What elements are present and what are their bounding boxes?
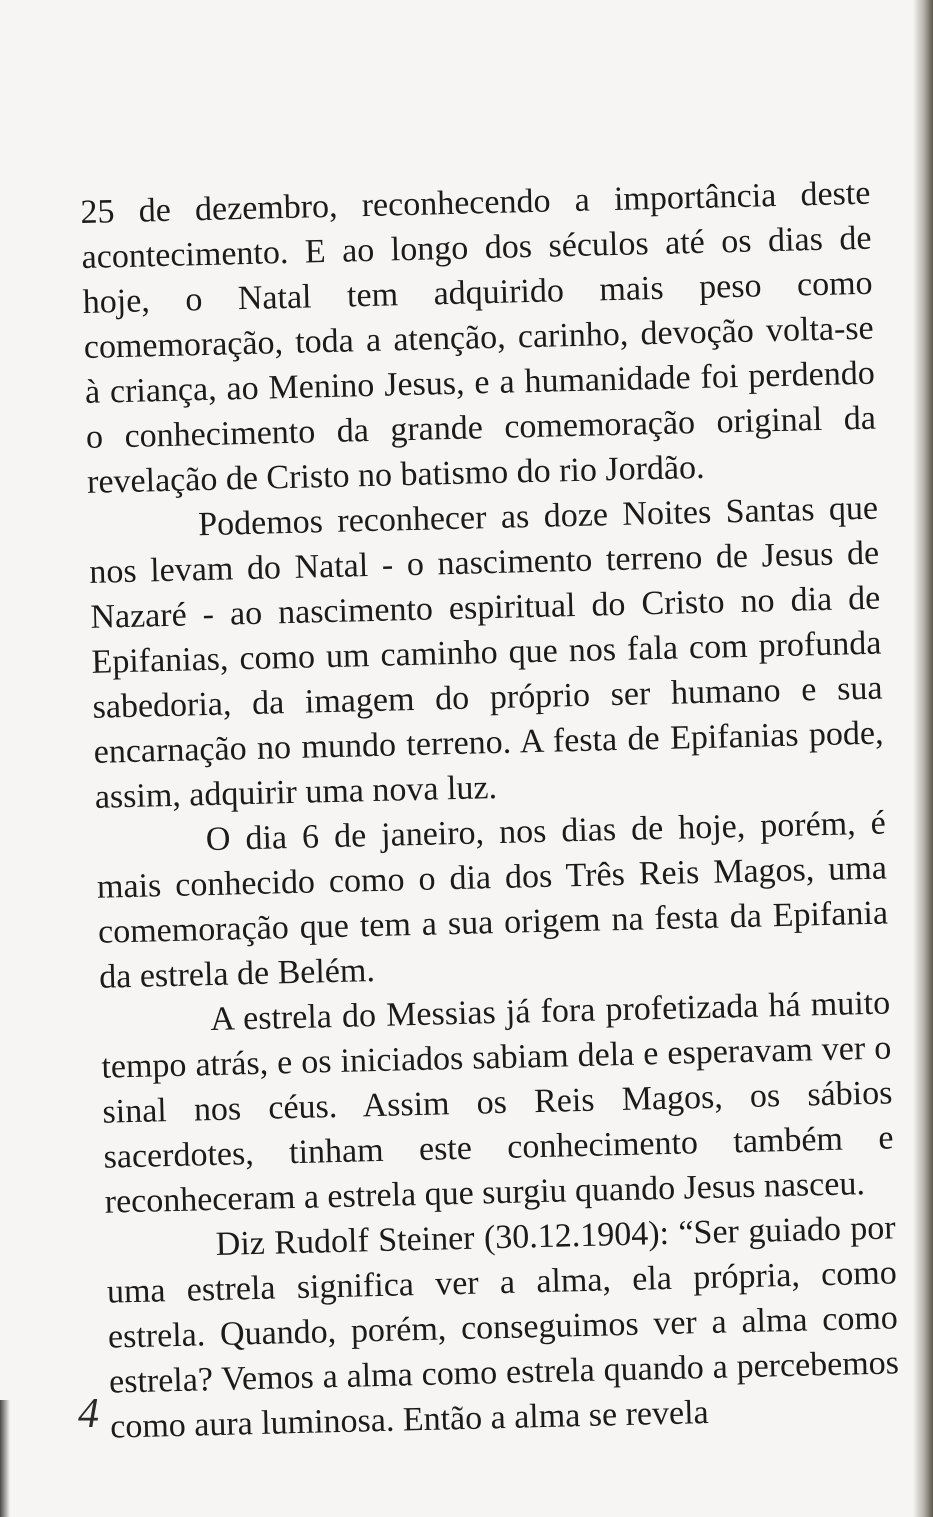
page-edge-shadow: [913, 0, 933, 1517]
paragraph: A estrela do Messias já fora profetizada há muito tempo atrás, e os iniciados sabiam dela e esperavam ver o sinal nos céus. Assim os Reis Magos, os sábios sacerdotes, tinham este conhecimento também e reconheceram a estrela que surgiu quando Jesus nasceu.: [100, 984, 894, 1221]
page-number: 4: [78, 1391, 99, 1437]
paragraph: 25 de dezembro, reconhecendo a importância deste acontecimento. E ao longo dos séculos até os dias de hoje, o Natal tem adquirido mais peso como comemoração, toda a atenção, carinho, devoção volta-se à criança, ao Menino Jesus, e a humanidade foi perdendo o conhecimento da grande comemoração original da revelação de Cristo no batismo do rio Jordão.: [80, 174, 877, 501]
paragraph: O dia 6 de janeiro, nos dias de hoje, porém, é mais conhecido como o dia dos Três Reis Magos, uma comemoração que tem a sua origem na festa da Epifania da estrela de Belém.: [96, 804, 889, 996]
paragraph: Podemos reconhecer as doze Noites Santas que nos levam do Natal - o nascimento terreno de Jesus de Nazaré - ao nascimento espiritual do Cristo no dia de Epifanias, como um caminho que nos fala com profunda sabedoria, da imagem do próprio ser humano e sua encarnação no mundo terreno. A festa de Epifanias pode, assim, adquirir uma nova luz.: [88, 489, 884, 816]
body-text: [80, 171, 901, 1450]
paragraph: Diz Rudolf Steiner (30.12.1904): “Ser guiado por uma estrela significa ver a alma, ela própria, como estrela. Quando, porém, conseguimos ver a alma como estrela? Vemos a alma como estrela quando a percebemos como aura luminosa. Então a alma se revela: [106, 1209, 900, 1446]
page-edge-shadow-left: [0, 1400, 10, 1517]
